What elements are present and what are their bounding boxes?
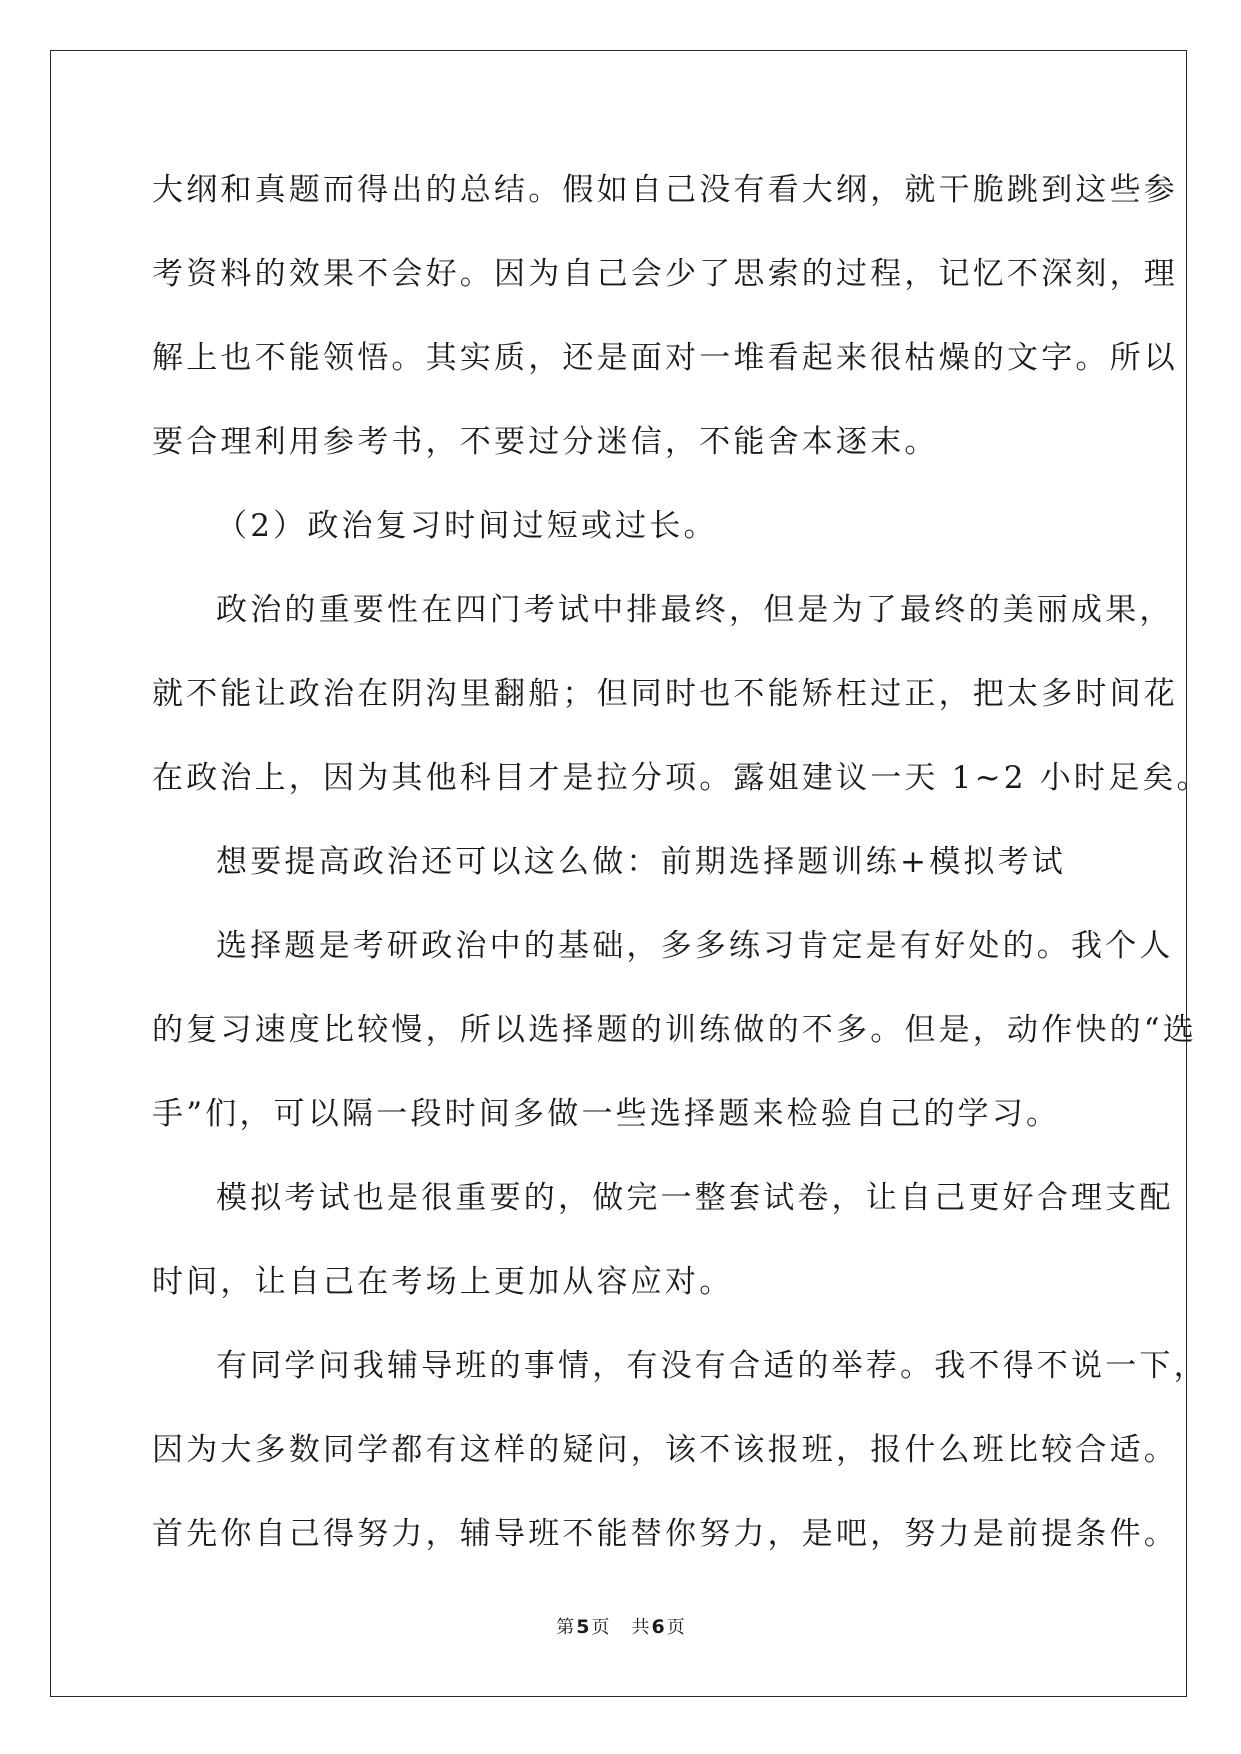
text-line: 就不能让政治在阴沟里翻船；但同时也不能矫枉过正，把太多时间花: [152, 676, 1178, 712]
text-line: 首先你自己得努力，辅导班不能替你努力，是吧，努力是前提条件。: [152, 1516, 1178, 1552]
current-page-number: 5: [576, 1616, 590, 1638]
page-suffix: 页: [591, 1617, 610, 1638]
document-body: [152, 160, 1211, 1588]
text-line: 因为大多数同学都有这样的疑问，该不该报班，报什么班比较合适。: [152, 1432, 1178, 1468]
text-line: 想要提高政治还可以这么做：前期选择题训练+模拟考试: [216, 844, 1066, 880]
page-footer: [0, 1615, 1241, 1640]
section-heading: （2）政治复习时间过短或过长。: [216, 508, 718, 544]
text-line: 政治的重要性在四门考试中排最终，但是为了最终的美丽成果，: [216, 592, 1174, 628]
page-prefix: 第: [556, 1617, 575, 1638]
total-suffix: 页: [666, 1617, 685, 1638]
text-line: 有同学问我辅导班的事情，有没有合适的举荐。我不得不说一下，: [216, 1348, 1208, 1384]
total-prefix: 共: [631, 1617, 650, 1638]
total-page-number: 6: [651, 1616, 665, 1638]
text-line: 要合理利用参考书，不要过分迷信，不能舍本逐末。: [152, 424, 939, 460]
text-line: 的复习速度比较慢，所以选择题的训练做的不多。但是，动作快的“选: [152, 1012, 1198, 1048]
text-line: 手”们，可以隔一段时间多做一些选择题来检验自己的学习。: [152, 1096, 1061, 1132]
text-line: 解上也不能领悟。其实质，还是面对一堆看起来很枯燥的文字。所以: [152, 340, 1178, 376]
text-line: 选择题是考研政治中的基础，多多练习肯定是有好处的。我个人: [216, 928, 1174, 964]
text-line: 时间，让自己在考场上更加从容应对。: [152, 1264, 734, 1300]
text-line: 模拟考试也是很重要的，做完一整套试卷，让自己更好合理支配: [216, 1180, 1174, 1216]
text-line: 考资料的效果不会好。因为自己会少了思索的过程，记忆不深刻，理: [152, 256, 1178, 292]
text-line: 大纲和真题而得出的总结。假如自己没有看大纲，就干脆跳到这些参: [152, 172, 1178, 208]
text-line: 在政治上，因为其他科目才是拉分项。露姐建议一天 1~2 小时足矣。: [152, 760, 1211, 796]
